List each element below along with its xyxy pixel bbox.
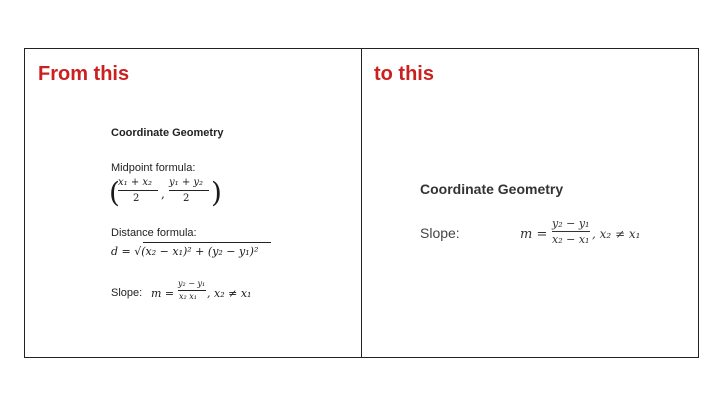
- midpoint-num-x: x₁ + x₂: [118, 177, 153, 188]
- to-panel: [361, 48, 699, 358]
- right-slope-den: x₂ − x₁: [552, 233, 590, 246]
- right-slope-bar: [552, 231, 590, 232]
- left-slope-bar: [178, 290, 206, 291]
- distance-label: Distance formula:: [111, 227, 197, 239]
- right-slope-num: y₂ − y₁: [552, 217, 590, 230]
- distance-formula-text: d = √(x₂ − x₁)² + (y₂ − y₁)²: [111, 245, 259, 258]
- from-heading: From this: [38, 63, 130, 85]
- from-panel: [24, 48, 363, 358]
- left-slope-label: Slope:: [111, 287, 143, 299]
- right-slope-cond: , x₂ ≠ x₁: [592, 227, 641, 241]
- left-slope-m: m =: [151, 287, 175, 300]
- midpoint-bar-y: [169, 190, 209, 191]
- distance-radical-bar: [143, 242, 271, 243]
- midpoint-open-paren: (: [109, 176, 120, 209]
- left-slope-den: x₂ x₁: [179, 292, 197, 301]
- to-heading: to this: [374, 63, 434, 85]
- midpoint-num-y: y₁ + y₂: [169, 177, 204, 188]
- midpoint-formula: [109, 176, 222, 213]
- right-slope-m: m =: [520, 227, 548, 242]
- midpoint-comma: ,: [161, 187, 165, 201]
- left-title: Coordinate Geometry: [111, 127, 224, 139]
- distance-formula: [111, 245, 258, 258]
- midpoint-den-x: 2: [133, 193, 140, 204]
- left-slope-num: y₂ − y₁: [178, 279, 206, 288]
- right-title: Coordinate Geometry: [420, 181, 564, 197]
- left-slope-cond: , x₂ ≠ x₁: [207, 287, 252, 300]
- left-slope-formula: [151, 279, 291, 315]
- midpoint-bar-x: [118, 190, 158, 191]
- right-slope-label: Slope:: [420, 225, 460, 241]
- midpoint-den-y: 2: [183, 193, 190, 204]
- right-slope-formula: [520, 217, 680, 251]
- midpoint-close-paren: ): [211, 176, 222, 209]
- midpoint-label: Midpoint formula:: [111, 162, 196, 174]
